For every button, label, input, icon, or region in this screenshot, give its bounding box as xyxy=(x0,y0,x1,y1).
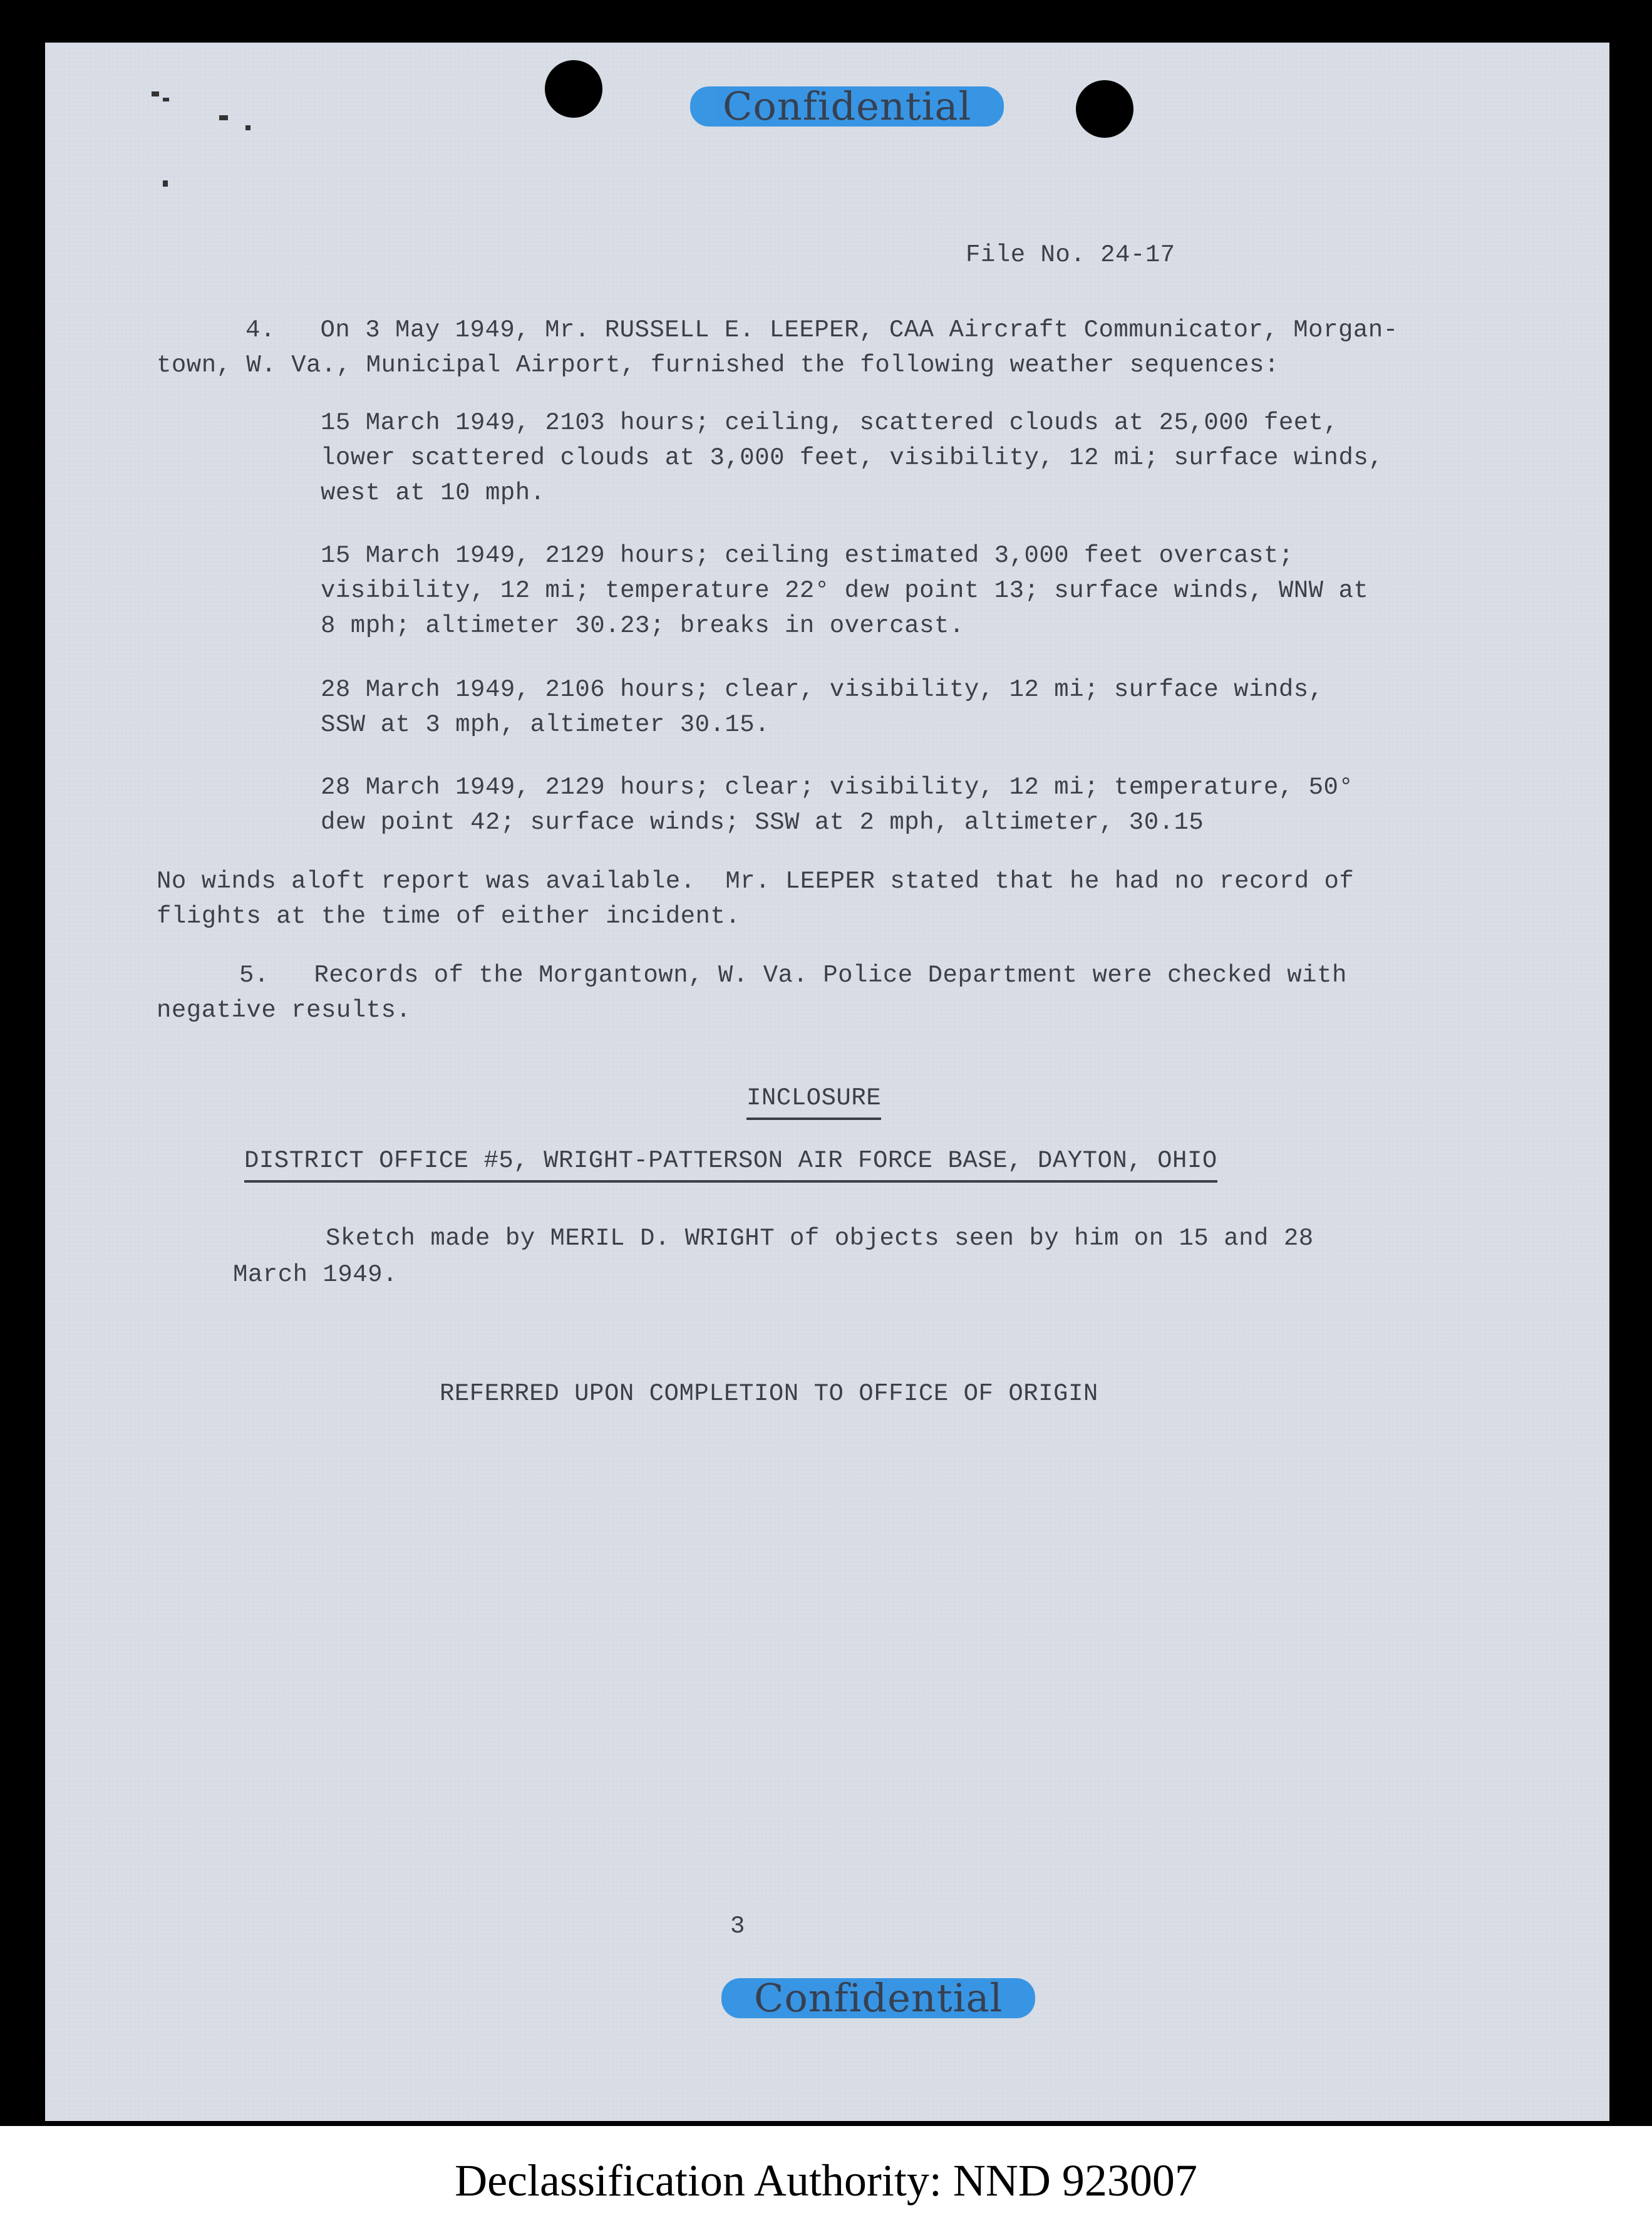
seq3-line1: 28 March 1949, 2106 hours; clear, visibility, 12 mi; surface winds, xyxy=(321,676,1324,703)
seq1-line3: west at 10 mph. xyxy=(321,479,545,507)
corner-marks xyxy=(45,43,296,205)
seq2-line1: 15 March 1949, 2129 hours; ceiling estimated 3,000 feet overcast; xyxy=(321,542,1294,569)
confidential-stamp-top: Confidential xyxy=(690,86,1004,127)
seq2-line3: 8 mph; altimeter 30.23; breaks in overcast. xyxy=(321,612,964,640)
referred-note: REFERRED UPON COMPLETION TO OFFICE OF ORIGIN xyxy=(440,1380,1098,1408)
para4-line1: 4. On 3 May 1949, Mr. RUSSELL E. LEEPER, CAA Aircraft Communicator, Morgan- xyxy=(245,316,1398,344)
seq1-line2: lower scattered clouds at 3,000 feet, visibility, 12 mi; surface winds, xyxy=(321,444,1384,472)
para5-line1: 5. Records of the Morgantown, W. Va. Police Department were checked with xyxy=(239,962,1347,989)
confidential-stamp-bottom: Confidential xyxy=(721,1978,1035,2018)
file-number: File No. 24-17 xyxy=(966,241,1175,269)
para5-line2: negative results. xyxy=(157,997,411,1024)
seq1-line1: 15 March 1949, 2103 hours; ceiling, scattered clouds at 25,000 feet, xyxy=(321,409,1339,437)
sketch-line2: March 1949. xyxy=(233,1261,398,1289)
inclosure-office: DISTRICT OFFICE #5, WRIGHT-PATTERSON AIR FORCE BASE, DAYTON, OHIO xyxy=(244,1143,1217,1183)
document-page xyxy=(45,43,1609,2121)
sketch-line1: Sketch made by MERIL D. WRIGHT of objects seen by him on 15 and 28 xyxy=(326,1225,1314,1252)
para4-line2: town, W. Va., Municipal Airport, furnished the following weather sequences: xyxy=(157,351,1279,379)
punch-hole-left xyxy=(545,60,602,118)
punch-hole-right xyxy=(1076,80,1133,138)
winds-line2: flights at the time of either incident. xyxy=(157,903,741,930)
winds-line1: No winds aloft report was available. Mr. LEEPER stated that he had no record of xyxy=(157,868,1355,895)
page-number: 3 xyxy=(730,1912,745,1940)
seq4-line1: 28 March 1949, 2129 hours; clear; visibility, 12 mi; temperature, 50° xyxy=(321,774,1354,801)
declassification-footer: Declassification Authority: NND 923007 xyxy=(0,2126,1652,2235)
seq3-line2: SSW at 3 mph, altimeter 30.15. xyxy=(321,711,770,739)
seq4-line2: dew point 42; surface winds; SSW at 2 mph, altimeter, 30.15 xyxy=(321,809,1204,836)
inclosure-heading: INCLOSURE xyxy=(746,1080,881,1120)
seq2-line2: visibility, 12 mi; temperature 22° dew point 13; surface winds, WNW at xyxy=(321,577,1369,604)
